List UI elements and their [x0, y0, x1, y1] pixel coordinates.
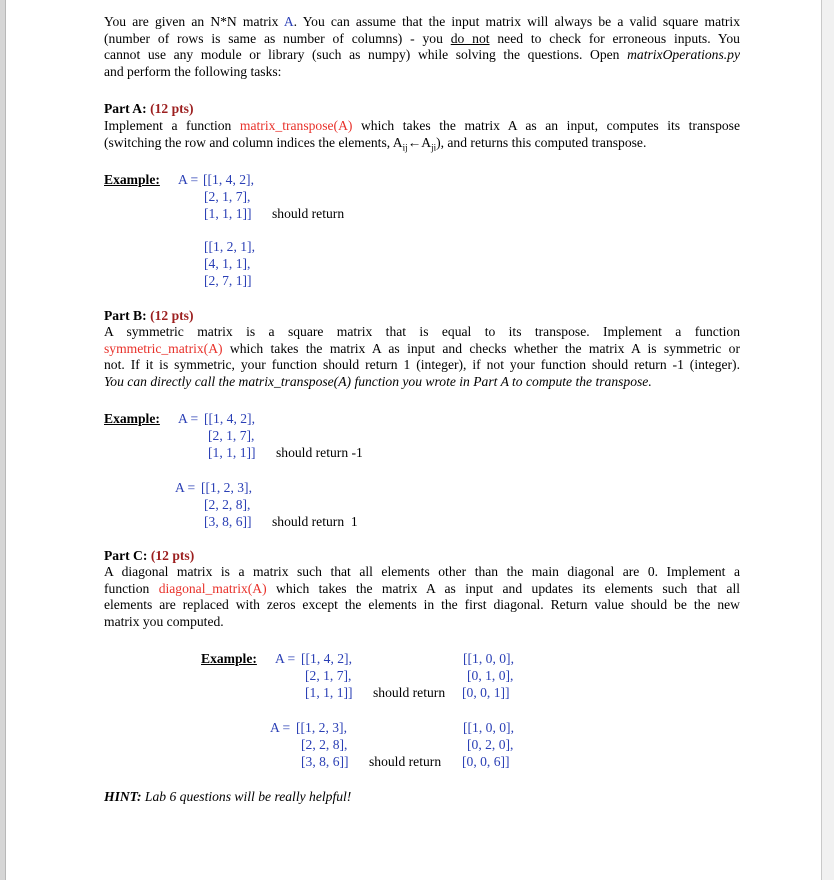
should-return-text: should return 1 — [272, 514, 358, 529]
fn-diagonal-matrix: diagonal_matrix(A) — [158, 580, 267, 596]
matrix-row: [[1, 4, 2], — [301, 651, 352, 666]
should-return-text: should return — [369, 754, 442, 769]
matrix-row: [[1, 4, 2], — [204, 411, 255, 426]
part-b-example1-prefix: A = — [178, 411, 199, 426]
matrix-row: [0, 0, 6]] — [462, 754, 510, 769]
matrix-row: [[1, 4, 2], — [203, 172, 254, 187]
part-b-description: A symmetric matrix is a square matrix that is equal to its transpose. Implement a function symmetric_matrix(A) which takes the matrix A as input and checks whether the matrix A is symmetric or not. If it is symmetric, your function should return 1 (integer), if not your function should return -1 (integer). You can directly call the matrix_transpose(A) function you wrote in Part A to compute the transpose. — [104, 324, 740, 389]
should-return-text: should return — [272, 206, 345, 221]
matrix-row: [0, 2, 0], — [467, 737, 514, 752]
matrix-row: [4, 1, 1], — [204, 256, 251, 271]
matrix-row: [[1, 2, 1], — [204, 239, 255, 254]
matrix-row: [0, 1, 0], — [467, 668, 514, 683]
matrix-row: [[1, 2, 3], — [296, 720, 347, 735]
part-b-example-label: Example: — [104, 411, 160, 426]
matrix-row: [2, 1, 7], — [204, 189, 251, 204]
fn-matrix-transpose: matrix_transpose(A) — [239, 118, 353, 133]
matrix-row: [0, 0, 1]] — [462, 685, 510, 700]
do-not-emphasis: do not — [450, 30, 490, 46]
matrix-row: [2, 7, 1]] — [204, 273, 252, 288]
matrix-row: [2, 2, 8], — [301, 737, 348, 752]
should-return-text: should return -1 — [276, 445, 363, 460]
matrix-row: [2, 1, 7], — [305, 668, 352, 683]
part-b-heading: Part B: (12 pts) — [104, 308, 194, 323]
part-c-example1-prefix: A = — [275, 651, 296, 666]
part-a-example-label: Example: — [104, 172, 160, 187]
part-a-heading: Part A: (12 pts) — [104, 101, 194, 116]
matrix-row: [[1, 0, 0], — [463, 651, 514, 666]
matrix-row: [1, 1, 1]] — [204, 206, 252, 221]
fn-symmetric-matrix: symmetric_matrix(A) — [104, 340, 223, 356]
matrix-row: [2, 1, 7], — [208, 428, 255, 443]
matrix-row: [3, 8, 6]] — [204, 514, 252, 529]
part-c-description: A diagonal matrix is a matrix such that all elements other than the main diagonal are 0. Implement a function diagonal_matrix(A) which takes the matrix A as input and updates its elements such that all elements are replaced with zeros except the elements in the first diagonal. Return value should be the new matrix you computed. — [104, 564, 740, 629]
part-a-description: Implement a function matrix_transpose(A) which takes the matrix A as an input, computes its transpose (switching the row and column indices the elements, $A_{ij}\leftarrow A_{ji}$), and returns this computed transpose. — [104, 118, 740, 153]
should-return-text: should return — [373, 685, 446, 700]
part-c-example2-prefix: A = — [270, 720, 291, 735]
matrix-row: [[1, 0, 0], — [463, 720, 514, 735]
filename: matrixOperations.py — [627, 47, 740, 63]
part-a-example-a-prefix: A = — [178, 172, 199, 187]
part-c-heading: Part C: (12 pts) — [104, 548, 195, 563]
matrix-name-a: A — [283, 14, 294, 29]
part-b-example2-prefix: A = — [175, 480, 196, 495]
matrix-row: [[1, 2, 3], — [201, 480, 252, 495]
part-c-example-label: Example: — [201, 651, 257, 666]
matrix-row: [3, 8, 6]] — [301, 754, 349, 769]
matrix-row: [1, 1, 1]] — [208, 445, 256, 460]
matrix-row: [1, 1, 1]] — [305, 685, 353, 700]
intro-paragraph: You are given an N*N matrix A. You can assume that the input matrix will always be a valid square matrix (number of rows is same as number of columns) - you do not need to check for erroneous inputs. You cannot use any module or library (such as numpy) while solving the questions. Open matrixOperations.py and perform the following tasks: — [104, 14, 740, 79]
hint-text: HINT: Lab 6 questions will be really helpful! — [104, 789, 352, 804]
matrix-row: [2, 2, 8], — [204, 497, 251, 512]
